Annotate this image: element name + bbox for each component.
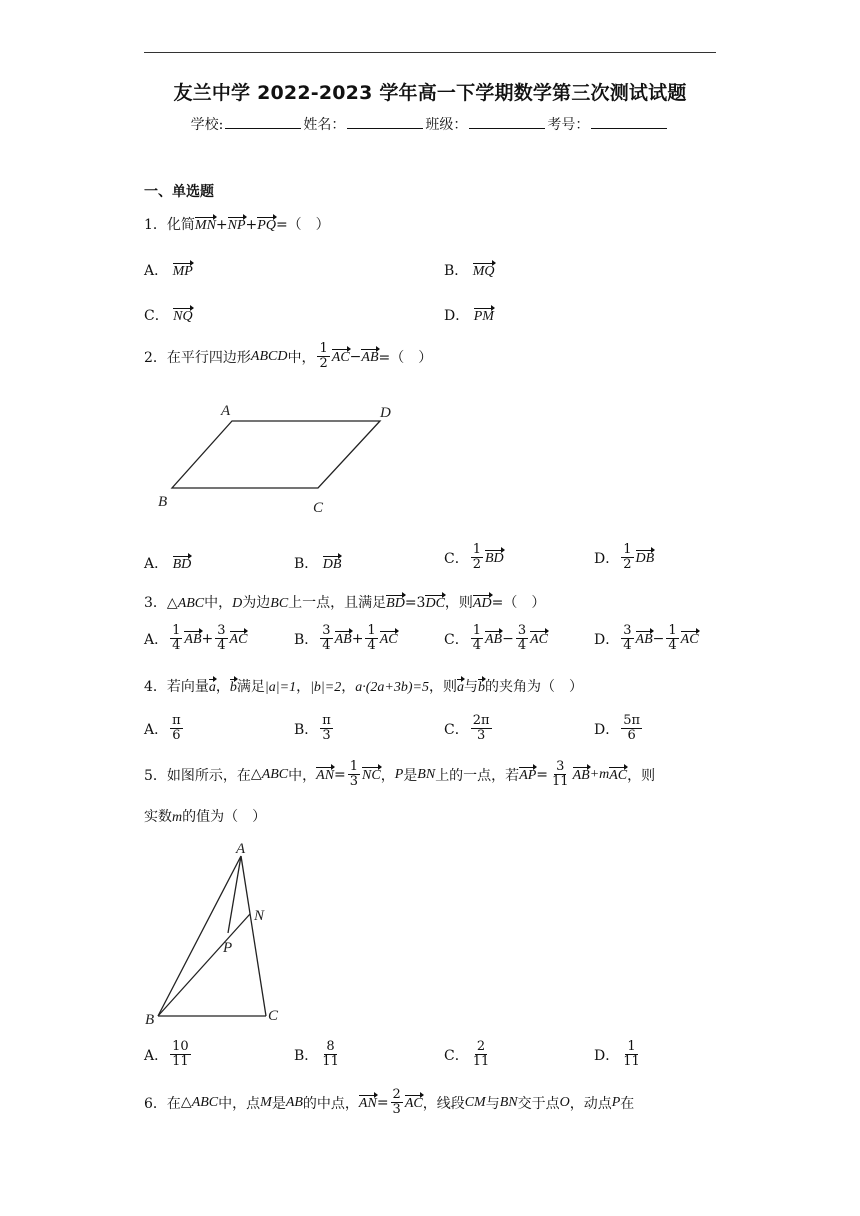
- vector: MN: [195, 215, 216, 234]
- school-field[interactable]: [225, 116, 301, 129]
- q1-option-d[interactable]: D． PM: [444, 308, 494, 324]
- question-5-stem: 5． 如图所示，在 △ABC 中， AN = $\frac{1}{3}$ NC ， P 是 BN 上的一点，若 AP = $\frac{3}{11}$ AB +m AC ，则: [144, 759, 656, 789]
- question-5-line2: 实数m的值为（ ）: [144, 809, 267, 825]
- page-title: 友兰中学 2022-2023 学年高一下学期数学第三次测试试题: [173, 82, 687, 104]
- q3-option-a[interactable]: A． $\frac{1}{4}$ AB + $\frac{3}{4}$ AC: [144, 623, 248, 653]
- school-label: 学校:: [190, 117, 224, 133]
- parallelogram-figure: [150, 396, 410, 525]
- q1-option-b[interactable]: B． MQ: [444, 263, 495, 279]
- label-b: B: [158, 494, 168, 510]
- q5-option-a[interactable]: A． $\frac{10}{11}$: [144, 1039, 189, 1069]
- name-field[interactable]: [347, 116, 423, 129]
- label-p: P: [223, 940, 233, 956]
- q5-option-c[interactable]: C． $\frac{2}{11}$: [444, 1039, 490, 1069]
- q4-option-d[interactable]: D． $\frac{5\pi}{6}$: [594, 713, 641, 743]
- q2-option-c[interactable]: C． $\frac{1}{2}$ BD: [444, 542, 504, 572]
- vector: PQ: [257, 215, 276, 234]
- q1-option-c[interactable]: C． NQ: [144, 308, 193, 324]
- label-n: N: [254, 908, 265, 924]
- student-info-line: [0, 114, 860, 134]
- question-3-stem: 3．△ABC中，D为边BC上一点，且满足BD=3DC，则AD=（ ）: [144, 595, 546, 611]
- triangle-figure: [140, 836, 300, 1035]
- label-c: C: [313, 500, 324, 516]
- exam-no-label: 考号：: [547, 117, 590, 133]
- question-2-stem: 2． 在平行四边形 ABCD 中， $\frac{1}{2}$ AC − AB =（ ）: [144, 341, 433, 371]
- q4-option-c[interactable]: C． $\frac{2\pi}{3}$: [444, 713, 490, 743]
- question-6-stem: 6． 在 △ABC 中，点 M 是 AB 的中点， AN = $\frac{2}{3}$ AC ，线段 CM 与 BN 交于点 O ，动点 P 在: [144, 1087, 635, 1117]
- class-field[interactable]: [469, 116, 545, 129]
- question-4-stem: 4．若向量a，b满足|a|=1，|b|=2，a·(2a+3b)=5，则a与b的夹角为（ ）: [144, 679, 583, 695]
- class-label: 班级：: [425, 117, 468, 133]
- vector: NP: [228, 215, 246, 234]
- q5-option-d[interactable]: D． $\frac{1}{11}$: [594, 1039, 640, 1069]
- label-d: D: [380, 405, 391, 421]
- q2-option-d[interactable]: D． $\frac{1}{2}$ DB: [594, 542, 655, 572]
- label-a: A: [221, 403, 231, 419]
- q2-option-a[interactable]: A． BD: [144, 556, 192, 572]
- q5-option-b[interactable]: B． $\frac{8}{11}$: [294, 1039, 339, 1069]
- q2-option-b[interactable]: B． DB: [294, 556, 342, 572]
- q4-option-a[interactable]: A． $\frac{\pi}{6}$: [144, 713, 181, 743]
- label-c: C: [268, 1008, 279, 1024]
- q1-option-a[interactable]: A． MP: [144, 263, 193, 279]
- exam-no-field[interactable]: [591, 116, 667, 129]
- header-rule: [144, 52, 716, 53]
- q4-option-b[interactable]: B． $\frac{\pi}{3}$: [294, 713, 331, 743]
- section-heading: 一、单选题: [144, 184, 214, 200]
- question-number: 1．: [144, 217, 167, 233]
- label-b: B: [145, 1012, 155, 1028]
- question-1-stem: 1．化简MN+NP+PQ=（ ）: [144, 217, 330, 233]
- name-label: 姓名：: [303, 117, 346, 133]
- q3-option-b[interactable]: B． $\frac{3}{4}$ AB + $\frac{1}{4}$ AC: [294, 623, 398, 653]
- label-a: A: [236, 841, 246, 857]
- q3-option-c[interactable]: C． $\frac{1}{4}$ AB − $\frac{3}{4}$ AC: [444, 623, 549, 653]
- q3-option-d[interactable]: D． $\frac{3}{4}$ AB − $\frac{1}{4}$ AC: [594, 623, 699, 653]
